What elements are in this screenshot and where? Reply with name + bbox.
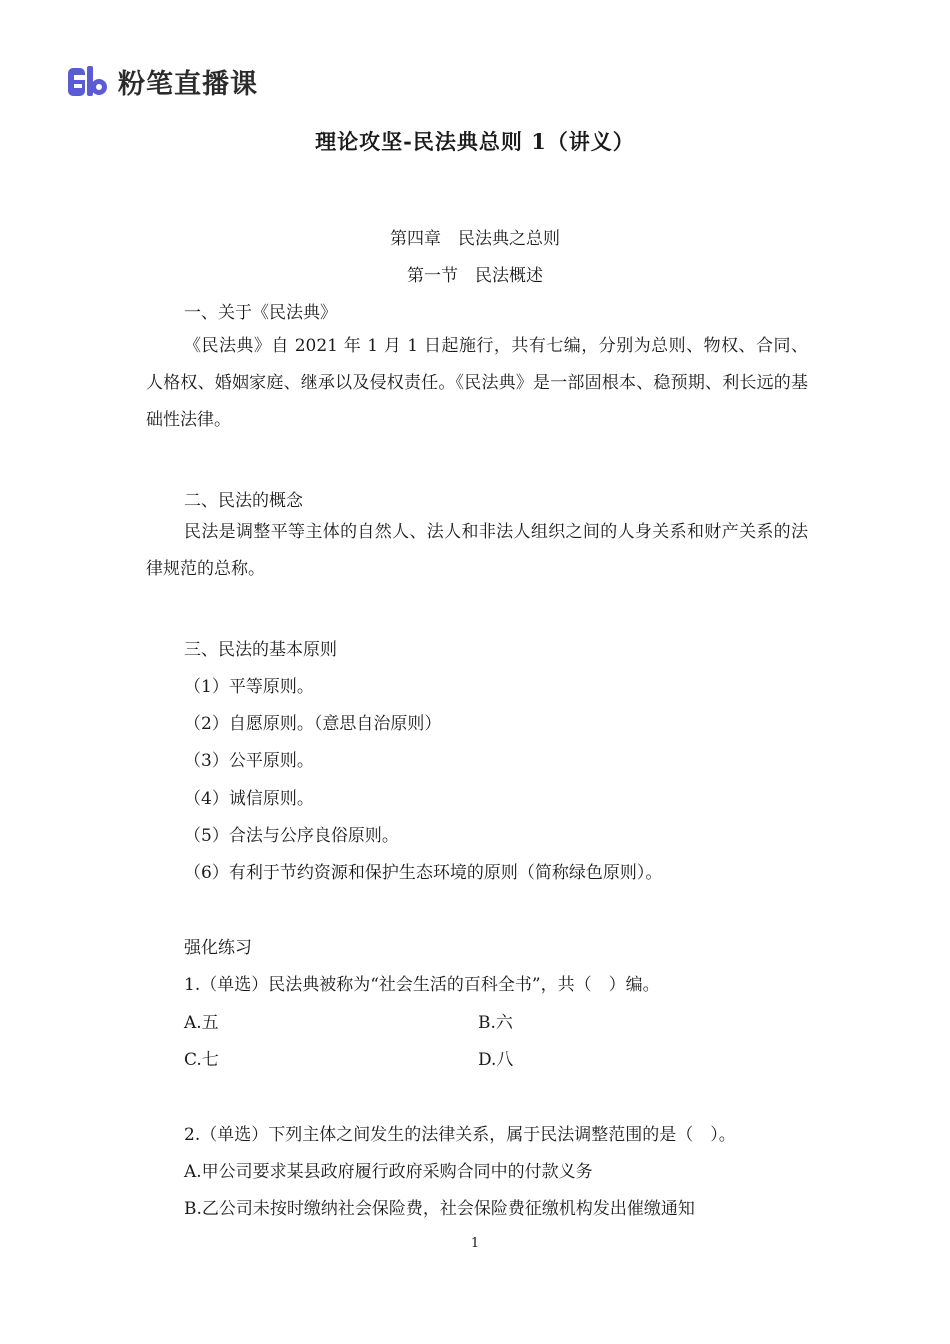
page-title: 理论攻坚-民法典总则 1（讲义） [315, 129, 635, 154]
brand-name: 粉笔直播课 [118, 69, 258, 100]
section-heading: 第一节 民法概述 [407, 266, 543, 286]
q1-option-c: C.七 [184, 1050, 219, 1070]
principle-item: （6）有利于节约资源和保护生态环境的原则（简称绿色原则）。 [184, 863, 663, 883]
paragraph-2: 民法是调整平等主体的自然人、法人和非法人组织之间的人身关系和财产关系的法律规范的总称。 [146, 522, 808, 579]
q2-option-b: B.乙公司未按时缴纳社会保险费，社会保险费征缴机构发出催缴通知 [184, 1199, 695, 1219]
question-1-stem: 1.（单选）民法典被称为“社会生活的百科全书”，共（ ）编。 [184, 975, 660, 995]
brand-logo [68, 62, 258, 101]
fb-logo-icon [68, 66, 108, 98]
principle-item: （1）平等原则。 [184, 677, 314, 697]
principle-item: （4）诚信原则。 [184, 789, 314, 809]
principle-item: （3）公平原则。 [184, 751, 314, 771]
q1-option-b: B.六 [478, 1013, 513, 1033]
heading-2: 二、民法的概念 [184, 491, 303, 511]
heading-1: 一、关于《民法典》 [184, 303, 337, 323]
principle-item: （5）合法与公序良俗原则。 [184, 826, 399, 846]
page-number: 1 [470, 1236, 480, 1251]
paragraph-1: 《民法典》自 2021 年 1 月 1 日起施行，共有七编，分别为总则、物权、合同、人格权、婚姻家庭、继承以及侵权责任。《民法典》是一部固根本、稳预期、利长远的基础性法律。 [146, 336, 808, 430]
question-2-stem: 2.（单选）下列主体之间发生的法律关系，属于民法调整范围的是（ ）。 [184, 1125, 736, 1145]
heading-3: 三、民法的基本原则 [184, 640, 337, 660]
practice-heading: 强化练习 [184, 938, 252, 958]
principle-item: （2）自愿原则。（意思自治原则） [184, 714, 442, 734]
q2-option-a: A.甲公司要求某县政府履行政府采购合同中的付款义务 [184, 1162, 593, 1182]
chapter-heading: 第四章 民法典之总则 [390, 229, 560, 249]
q1-option-d: D.八 [478, 1050, 514, 1070]
q1-option-a: A.五 [184, 1013, 219, 1033]
